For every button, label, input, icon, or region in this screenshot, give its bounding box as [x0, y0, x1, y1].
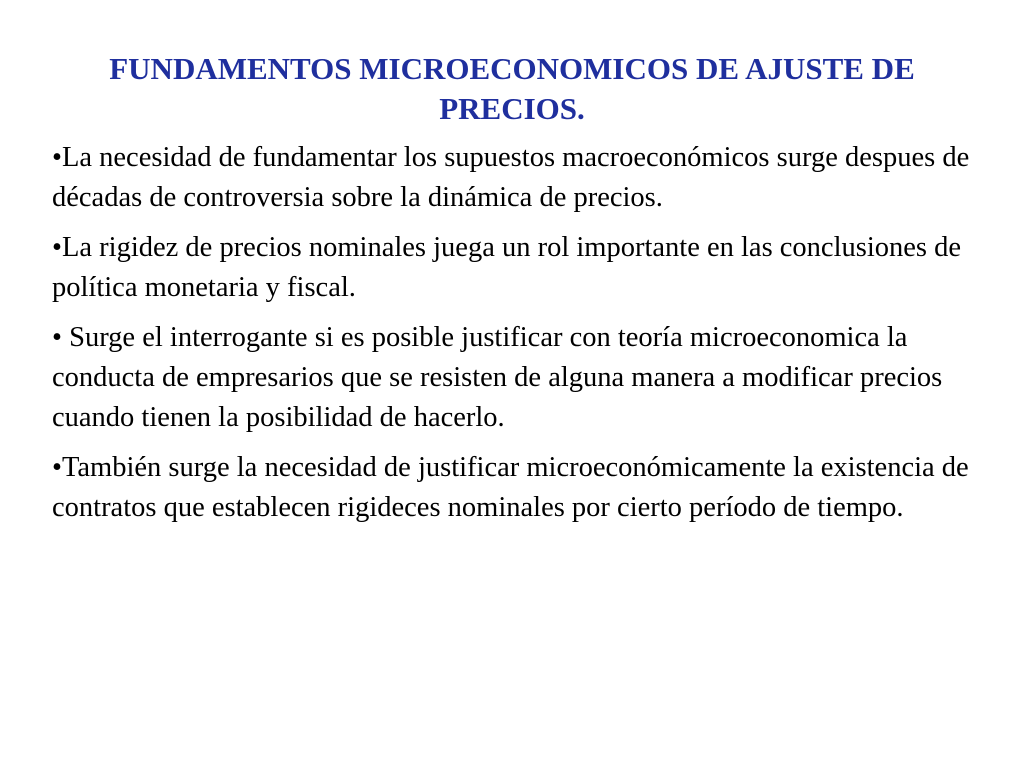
slide-title-line-1: FUNDAMENTOS MICROECONOMICOS DE AJUSTE DE: [109, 50, 915, 86]
slide-title: [60, 49, 964, 129]
slide-title-line-2: PRECIOS.: [439, 90, 585, 126]
bullet-item-3: • Surge el interrogante si es posible justificar con teoría microeconomica la conducta de empresarios que se resisten de alguna manera a modificar precios cuando tienen la posibilidad de hacerlo.: [52, 322, 943, 433]
bullet-list: [52, 138, 982, 538]
bullet-item-1: •La necesidad de fundamentar los supuestos macroeconómicos surge despues de décadas de controversia sobre la dinámica de precios.: [52, 142, 970, 213]
bullet-item-4: •También surge la necesidad de justificar microeconómicamente la existencia de contratos que establecen rigideces nominales por cierto período de tiempo.: [52, 452, 969, 523]
bullet-item-2: •La rigidez de precios nominales juega un rol importante en las conclusiones de política monetaria y fiscal.: [52, 232, 962, 303]
